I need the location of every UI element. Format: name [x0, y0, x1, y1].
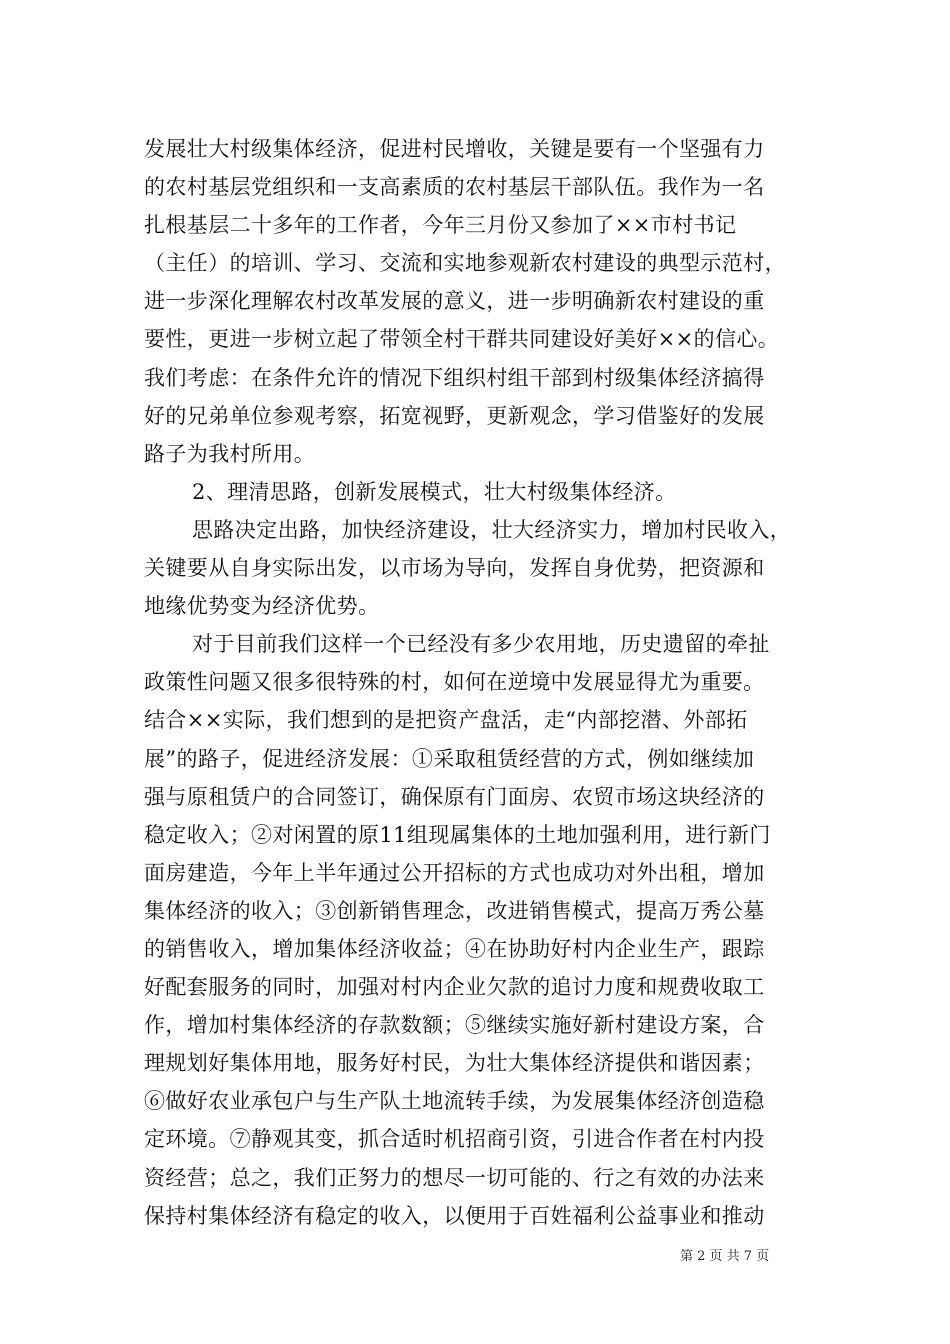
text-line: 我们考虑：在条件允许的情况下组织村组干部到村级集体经济搞得 — [144, 365, 765, 390]
text-line: 地缘优势变为经济优势。 — [144, 594, 380, 619]
text-line: 路子为我村所用。 — [144, 441, 316, 466]
text-line: 作，增加村集体经济的存款数额；⑤继续实施好新村建设方案，合 — [144, 1013, 765, 1038]
text-line: 集体经济的收入；③创新销售理念，改进销售模式，提高万秀公墓 — [144, 898, 765, 923]
text-line: 要性，更进一步树立起了带领全村干群共同建设好美好××的信心。 — [144, 327, 780, 352]
text-line: 好配套服务的同时，加强对村内企业欠款的追讨力度和规费收取工 — [144, 975, 765, 1000]
page-number: 第 2 页 共 7 页 — [680, 1249, 770, 1264]
document-body — [144, 130, 810, 1235]
text-line: 关键要从自身实际出发，以市场为导向，发挥自身优势，把资源和 — [144, 556, 765, 581]
text-line: 进一步深化理解农村改革发展的意义，进一步明确新农村建设的重 — [144, 289, 765, 314]
text-line: 资经营；总之，我们正努力的想尽一切可能的、行之有效的办法来 — [144, 1165, 765, 1190]
text-line: 好的兄弟单位参观考察，拓宽视野，更新观念，学习借鉴好的发展 — [144, 403, 765, 428]
text-line: （主任）的培训、学习、交流和实地参观新农村建设的典型示范村， — [144, 251, 786, 276]
text-line: 结合××实际，我们想到的是把资产盘活，走“内部挖潜、外部拓 — [144, 708, 748, 733]
text-line: 定环境。⑦静观其变，抓合适时机招商引资，引进合作者在村内投 — [144, 1127, 765, 1152]
text-line: 稳定收入；②对闲置的原11组现属集体的土地加强利用，进行新门 — [144, 822, 771, 847]
text-line: 的销售收入，增加集体经济收益；④在协助好村内企业生产，跟踪 — [144, 936, 765, 961]
text-line: 理规划好集体用地，服务好村民，为壮大集体经济提供和谐因素； — [144, 1051, 765, 1076]
text-line: ⑥做好农业承包户与生产队土地流转手续，为发展集体经济创造稳 — [144, 1089, 765, 1114]
section-heading: 2、理清思路，创新发展模式，壮大村级集体经济。 — [192, 479, 677, 504]
text-line: 思路决定出路，加快经济建设，壮大经济实力，增加村民收入， — [192, 517, 792, 542]
text-line: 保持村集体经济有稳定的收入，以便用于百姓福利公益事业和推动 — [144, 1203, 765, 1228]
text-line: 扎根基层二十多年的工作者，今年三月份又参加了××市村书记 — [144, 213, 737, 238]
text-line: 政策性问题又很多很特殊的村，如何在逆境中发展显得尤为重要。 — [144, 670, 765, 695]
text-line: 对于目前我们这样一个已经没有多少农用地，历史遗留的牵扯 — [192, 632, 770, 657]
text-line: 强与原租赁户的合同签订，确保原有门面房、农贸市场这块经济的 — [144, 784, 765, 809]
text-line: 展”的路子，促进经济发展：①采取租赁经营的方式，例如继续加 — [144, 746, 755, 771]
text-line: 发展壮大村级集体经济，促进村民增收，关键是要有一个坚强有力 — [144, 137, 765, 161]
text-line: 的农村基层党组织和一支高素质的农村基层干部队伍。我作为一名 — [144, 175, 765, 200]
text-line: 面房建造，今年上半年通过公开招标的方式也成功对外出租，增加 — [144, 860, 765, 885]
